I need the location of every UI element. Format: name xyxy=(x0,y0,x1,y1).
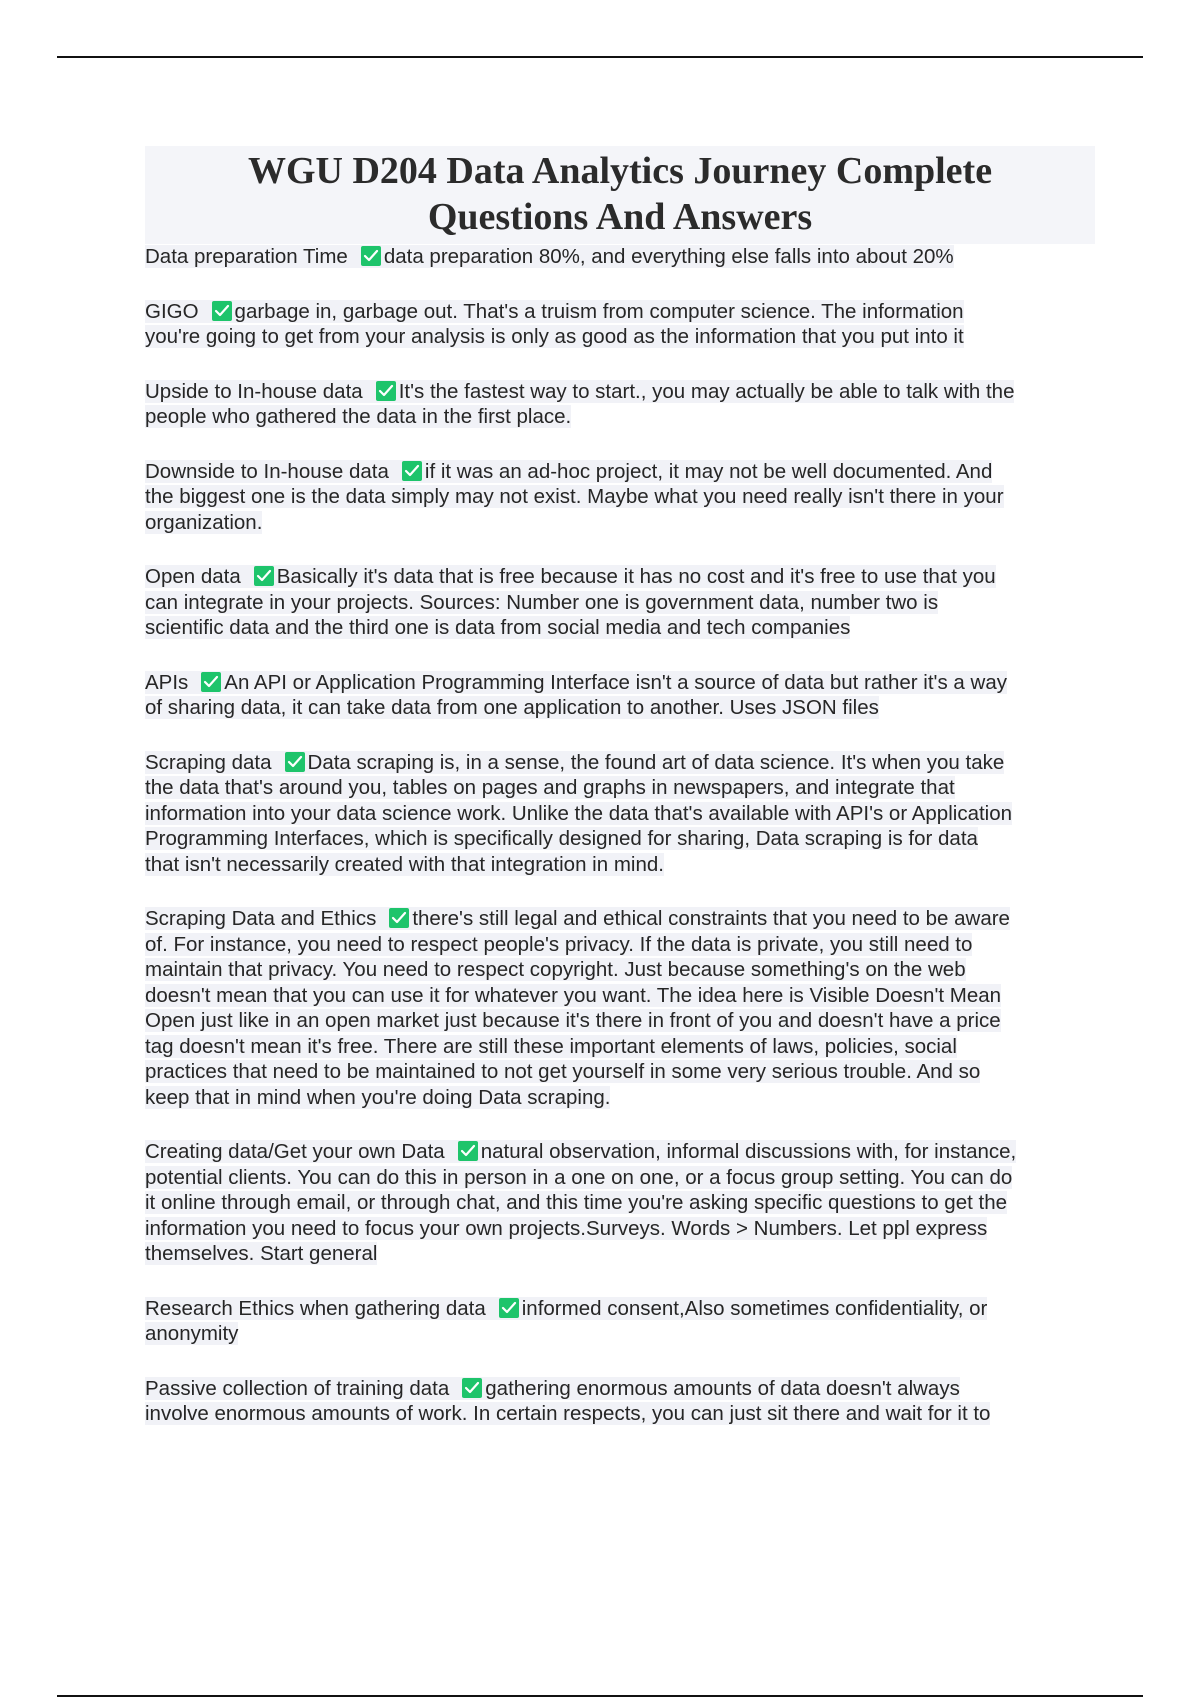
qa-line xyxy=(145,590,1095,616)
qa-term: Data preparation Time xyxy=(145,245,348,268)
qa-line xyxy=(145,1241,1095,1267)
qa-line-highlight xyxy=(145,1166,1012,1189)
qa-answer-text: informed consent,Also sometimes confidentiality, or xyxy=(521,1296,988,1320)
qa-answer-text: that isn't necessarily created with that integration in mind. xyxy=(145,852,664,876)
qa-answer-text: information into your data science work. Unlike the data that's available with API's or Application xyxy=(145,801,1013,825)
qa-line xyxy=(145,324,1095,350)
checkmark-icon xyxy=(201,672,221,692)
qa-list xyxy=(145,244,1095,1427)
title-line-1: WGU D204 Data Analytics Journey Complete xyxy=(247,150,993,192)
title-line-2: Questions And Answers xyxy=(427,196,813,238)
checkmark-icon xyxy=(361,246,381,266)
qa-entry xyxy=(145,379,1095,430)
qa-line-highlight xyxy=(145,1140,1016,1163)
qa-line-highlight xyxy=(145,1009,1001,1032)
qa-line-highlight xyxy=(145,1242,377,1265)
qa-answer-text: tag doesn't mean it's free. There are still these important elements of laws, policies, social xyxy=(145,1034,957,1058)
qa-entry xyxy=(145,670,1095,721)
qa-line-highlight xyxy=(145,1322,238,1345)
qa-line xyxy=(145,750,1095,776)
qa-line-highlight xyxy=(145,751,1004,774)
qa-line xyxy=(145,670,1095,696)
qa-line xyxy=(145,1059,1095,1085)
qa-line xyxy=(145,1321,1095,1347)
qa-entry xyxy=(145,459,1095,536)
qa-answer-text: of. For instance, you need to respect people's privacy. If the data is private, you still need to xyxy=(145,932,973,956)
qa-line-highlight xyxy=(145,405,571,428)
qa-term: Creating data/Get your own Data xyxy=(145,1140,445,1163)
qa-line xyxy=(145,404,1095,430)
qa-term: Scraping data xyxy=(145,750,272,774)
qa-term: Research Ethics when gathering data xyxy=(145,1296,486,1320)
checkmark-icon xyxy=(402,461,422,481)
qa-line xyxy=(145,1085,1095,1111)
qa-line-highlight xyxy=(145,827,978,850)
qa-answer-text: Data scraping is, in a sense, the found art of data science. It's when you take xyxy=(307,750,1005,774)
qa-answer-text: can integrate in your projects. Sources: Number one is government data, number two is xyxy=(145,590,939,614)
checkmark-icon xyxy=(254,566,274,586)
qa-line xyxy=(145,1296,1095,1322)
qa-line-highlight xyxy=(145,511,262,534)
qa-line-highlight xyxy=(145,380,1014,403)
checkmark-icon xyxy=(462,1378,482,1398)
qa-entry xyxy=(145,1139,1095,1267)
qa-answer-text: the data that's around you, tables on pages and graphs in newspapers, and integrate that xyxy=(145,776,955,799)
qa-line-highlight xyxy=(145,984,1001,1007)
qa-line-highlight xyxy=(145,671,1007,694)
qa-answer-text: garbage in, garbage out. That's a truism from computer science. The information xyxy=(234,299,964,323)
qa-entry xyxy=(145,1376,1095,1427)
qa-term: Open data xyxy=(145,565,241,588)
qa-line xyxy=(145,1190,1095,1216)
qa-answer-text: practices that need to be maintained to not get yourself in some very serious trouble. And so xyxy=(145,1060,981,1083)
qa-line-highlight xyxy=(145,245,954,268)
qa-answer-text: anonymity xyxy=(145,1322,239,1345)
qa-line-highlight xyxy=(145,776,955,799)
checkmark-icon xyxy=(376,381,396,401)
top-rule xyxy=(57,56,1143,58)
qa-line xyxy=(145,695,1095,721)
checkmark-icon xyxy=(285,752,305,772)
qa-line-highlight xyxy=(145,1086,610,1109)
qa-answer-text: doesn't mean that you can use it for whatever you want. The idea here is Visible Doesn't Mean xyxy=(145,983,1002,1007)
qa-line xyxy=(145,510,1095,536)
qa-line-highlight xyxy=(145,591,938,614)
qa-answer-text: organization. xyxy=(145,510,263,534)
qa-entry xyxy=(145,564,1095,641)
qa-line xyxy=(145,564,1095,590)
qa-answer-text: involve enormous amounts of work. In certain respects, you can just sit there and wait for it to xyxy=(145,1402,991,1425)
qa-line xyxy=(145,801,1095,827)
qa-line xyxy=(145,826,1095,852)
qa-line xyxy=(145,299,1095,325)
document-title xyxy=(145,146,1095,244)
qa-line-highlight xyxy=(145,933,972,956)
qa-line xyxy=(145,615,1095,641)
qa-entry xyxy=(145,750,1095,878)
qa-line xyxy=(145,1401,1095,1427)
qa-answer-text: of sharing data, it can take data from one application to another. Uses JSON files xyxy=(145,696,879,719)
qa-line xyxy=(145,957,1095,983)
qa-term: Passive collection of training data xyxy=(145,1376,450,1400)
qa-line xyxy=(145,1165,1095,1191)
qa-line xyxy=(145,1008,1095,1034)
qa-line xyxy=(145,1216,1095,1242)
qa-line-highlight xyxy=(145,565,996,588)
qa-line xyxy=(145,932,1095,958)
qa-line xyxy=(145,484,1095,510)
qa-line-highlight xyxy=(145,325,964,348)
qa-answer-text: there's still legal and ethical constraints that you need to be aware xyxy=(412,907,1010,930)
qa-line-highlight xyxy=(145,1191,1007,1214)
qa-line-highlight xyxy=(145,1377,960,1400)
qa-line-highlight xyxy=(145,460,992,483)
qa-answer-text: Basically it's data that is free because it has no cost and it's free to use that you xyxy=(276,565,996,588)
qa-line xyxy=(145,1139,1095,1165)
qa-line-highlight xyxy=(145,1402,990,1425)
qa-answer-text: you're going to get from your analysis is only as good as the information that you put into it xyxy=(145,325,964,348)
qa-entry xyxy=(145,1296,1095,1347)
qa-line-highlight xyxy=(145,300,964,323)
qa-answer-text: Open just like in an open market just because it's there in front of you and doesn't have a price xyxy=(145,1009,1001,1032)
qa-answer-text: themselves. Start general xyxy=(145,1242,378,1265)
qa-line xyxy=(145,906,1095,932)
qa-line-highlight xyxy=(145,1297,987,1320)
qa-answer-text: data preparation 80%, and everything else falls into about 20% xyxy=(383,245,954,268)
qa-line-highlight xyxy=(145,616,850,639)
qa-line-highlight xyxy=(145,958,966,981)
checkmark-icon xyxy=(212,301,232,321)
qa-answer-text: potential clients. You can do this in person in a one on one, or a focus group setting. You can do xyxy=(145,1165,1013,1189)
qa-answer-text: keep that in mind when you're doing Data scraping. xyxy=(145,1085,611,1109)
qa-answer-text: if it was an ad-hoc project, it may not be well documented. And xyxy=(424,459,993,483)
qa-line-highlight xyxy=(145,853,664,876)
qa-answer-text: scientific data and the third one is data from social media and tech companies xyxy=(145,616,851,639)
checkmark-icon xyxy=(499,1298,519,1318)
qa-line-highlight xyxy=(145,1035,957,1058)
qa-line-highlight xyxy=(145,1060,980,1083)
qa-answer-text: Programming Interfaces, which is specifically designed for sharing, Data scraping is for data xyxy=(145,827,978,850)
qa-line-highlight xyxy=(145,1217,987,1240)
qa-term: Scraping Data and Ethics xyxy=(145,907,377,930)
qa-line xyxy=(145,775,1095,801)
qa-answer-text: people who gathered the data in the first place. xyxy=(145,405,572,428)
qa-term: APIs xyxy=(145,670,189,694)
qa-line xyxy=(145,459,1095,485)
qa-entry xyxy=(145,244,1095,270)
qa-answer-text: An API or Application Programming Interface isn't a source of data but rather it's a way xyxy=(224,670,1007,694)
qa-line-highlight xyxy=(145,696,879,719)
checkmark-icon xyxy=(389,908,409,928)
qa-answer-text: It's the fastest way to start., you may actually be able to talk with the xyxy=(398,379,1015,403)
qa-term: Upside to In-house data xyxy=(145,379,363,403)
checkmark-icon xyxy=(458,1141,478,1161)
qa-line-highlight xyxy=(145,907,1010,930)
qa-answer-text: natural observation, informal discussions with, for instance, xyxy=(480,1140,1017,1163)
qa-answer-text: it online through email, or through chat, and this time you're asking specific questions to get the xyxy=(145,1191,1007,1214)
qa-term: GIGO xyxy=(145,299,199,323)
qa-line xyxy=(145,379,1095,405)
qa-answer-text: information you need to focus your own projects.Surveys. Words > Numbers. Let ppl express xyxy=(145,1216,988,1240)
qa-entry xyxy=(145,906,1095,1110)
qa-line xyxy=(145,1376,1095,1402)
qa-term: Downside to In-house data xyxy=(145,459,389,483)
qa-line xyxy=(145,852,1095,878)
qa-line xyxy=(145,983,1095,1009)
qa-line xyxy=(145,244,1095,270)
qa-line-highlight xyxy=(145,802,1012,825)
bottom-rule xyxy=(57,1695,1143,1697)
document-body xyxy=(145,146,1095,1427)
qa-answer-text: maintain that privacy. You need to respect copyright. Just because something's on the web xyxy=(145,958,966,981)
qa-line xyxy=(145,1034,1095,1060)
qa-line-highlight xyxy=(145,485,1004,508)
qa-answer-text: the biggest one is the data simply may not exist. Maybe what you need really isn't there in your xyxy=(145,485,1004,508)
qa-answer-text: gathering enormous amounts of data doesn't always xyxy=(485,1376,960,1400)
qa-entry xyxy=(145,299,1095,350)
